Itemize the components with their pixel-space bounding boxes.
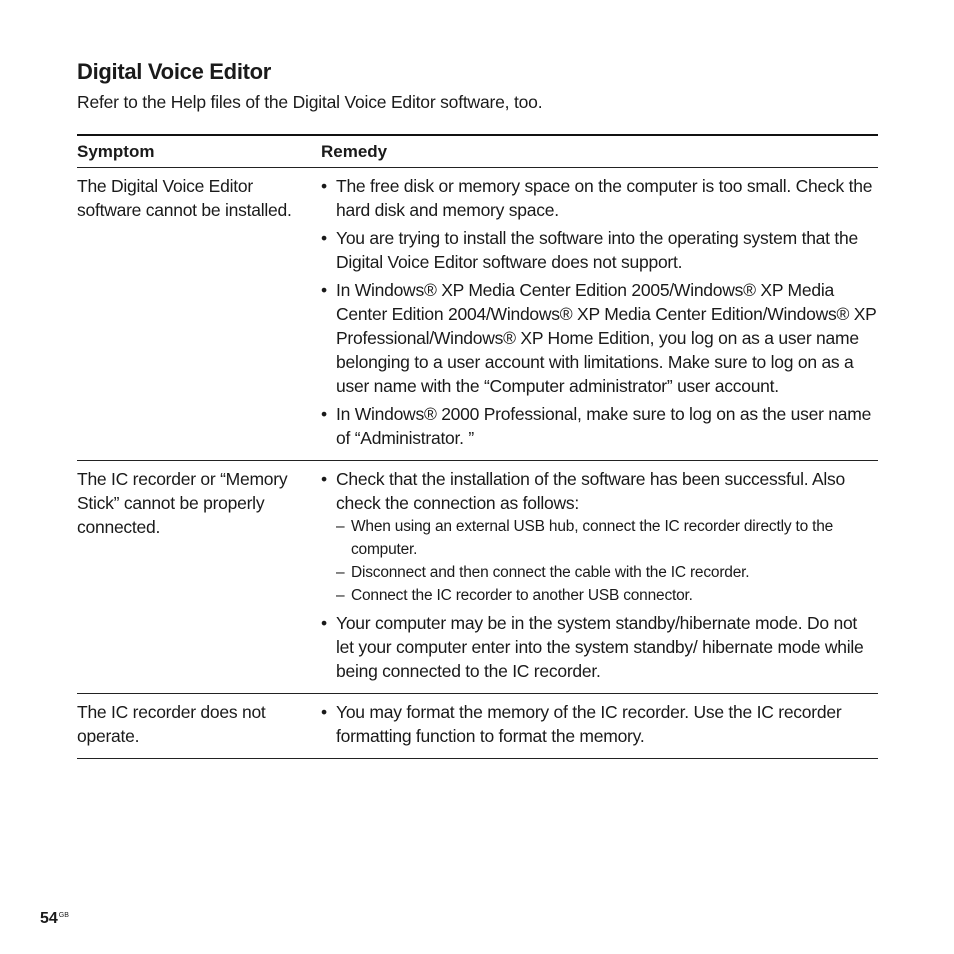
symptom-cell: The IC recorder or “Memory Stick” cannot be properly connected. bbox=[77, 469, 288, 537]
remedy-item: • You are trying to install the software into the operating system that the Digital Voice Editor software does not support. bbox=[321, 226, 878, 274]
remedy-cell bbox=[321, 467, 878, 683]
remedy-item: • In Windows® XP Media Center Edition 2005/Windows® XP Media Center Edition 2004/Windows® XP Media Center Edition/Windows® XP Professional/Windows® XP Home Edition, you log on as a user name belonging to a user account with limitations. Make sure to log on as a user name with the “Computer administrator” user account. bbox=[321, 278, 878, 398]
symptom-cell: The IC recorder does not operate. bbox=[77, 702, 266, 746]
section-subtitle: Refer to the Help files of the Digital Voice Editor software, too. bbox=[77, 92, 543, 112]
troubleshooting-table bbox=[77, 134, 878, 759]
remedy-list bbox=[321, 467, 878, 683]
section-title: Digital Voice Editor bbox=[77, 59, 272, 84]
table-row bbox=[77, 694, 878, 759]
remedy-cell bbox=[321, 174, 878, 450]
remedy-list bbox=[321, 174, 878, 450]
sub-remedy-item: – Connect the IC recorder to another USB connector. bbox=[336, 584, 878, 607]
remedy-item bbox=[321, 467, 878, 607]
remedy-cell bbox=[321, 700, 878, 748]
region-code: GB bbox=[58, 911, 69, 919]
table-row bbox=[77, 168, 878, 461]
sub-remedy-item: – When using an external USB hub, connect the IC recorder directly to the computer. bbox=[336, 515, 878, 561]
remedy-list bbox=[321, 700, 878, 748]
page-number: 54 bbox=[40, 910, 58, 927]
header-symptom: Symptom bbox=[77, 141, 155, 161]
remedy-item: • You may format the memory of the IC recorder. Use the IC recorder formatting function to format the memory. bbox=[321, 700, 878, 748]
header-remedy: Remedy bbox=[321, 141, 388, 161]
remedy-item: • In Windows® 2000 Professional, make sure to log on as the user name of “Administrator. ” bbox=[321, 402, 878, 450]
symptom-cell: The Digital Voice Editor software cannot be installed. bbox=[77, 176, 292, 220]
remedy-text: Check that the installation of the software has been successful. Also check the connection as follows: bbox=[336, 469, 846, 513]
page-content bbox=[77, 58, 878, 759]
page-footer bbox=[40, 910, 69, 928]
sub-remedy-list bbox=[336, 515, 878, 607]
remedy-item: • Your computer may be in the system standby/hibernate mode. Do not let your computer enter into the system standby/ hibernate mode while being connected to the IC recorder. bbox=[321, 611, 878, 683]
table-row bbox=[77, 461, 878, 694]
remedy-item: • The free disk or memory space on the computer is too small. Check the hard disk and memory space. bbox=[321, 174, 878, 222]
table-header bbox=[77, 136, 878, 168]
sub-remedy-item: – Disconnect and then connect the cable with the IC recorder. bbox=[336, 561, 878, 584]
